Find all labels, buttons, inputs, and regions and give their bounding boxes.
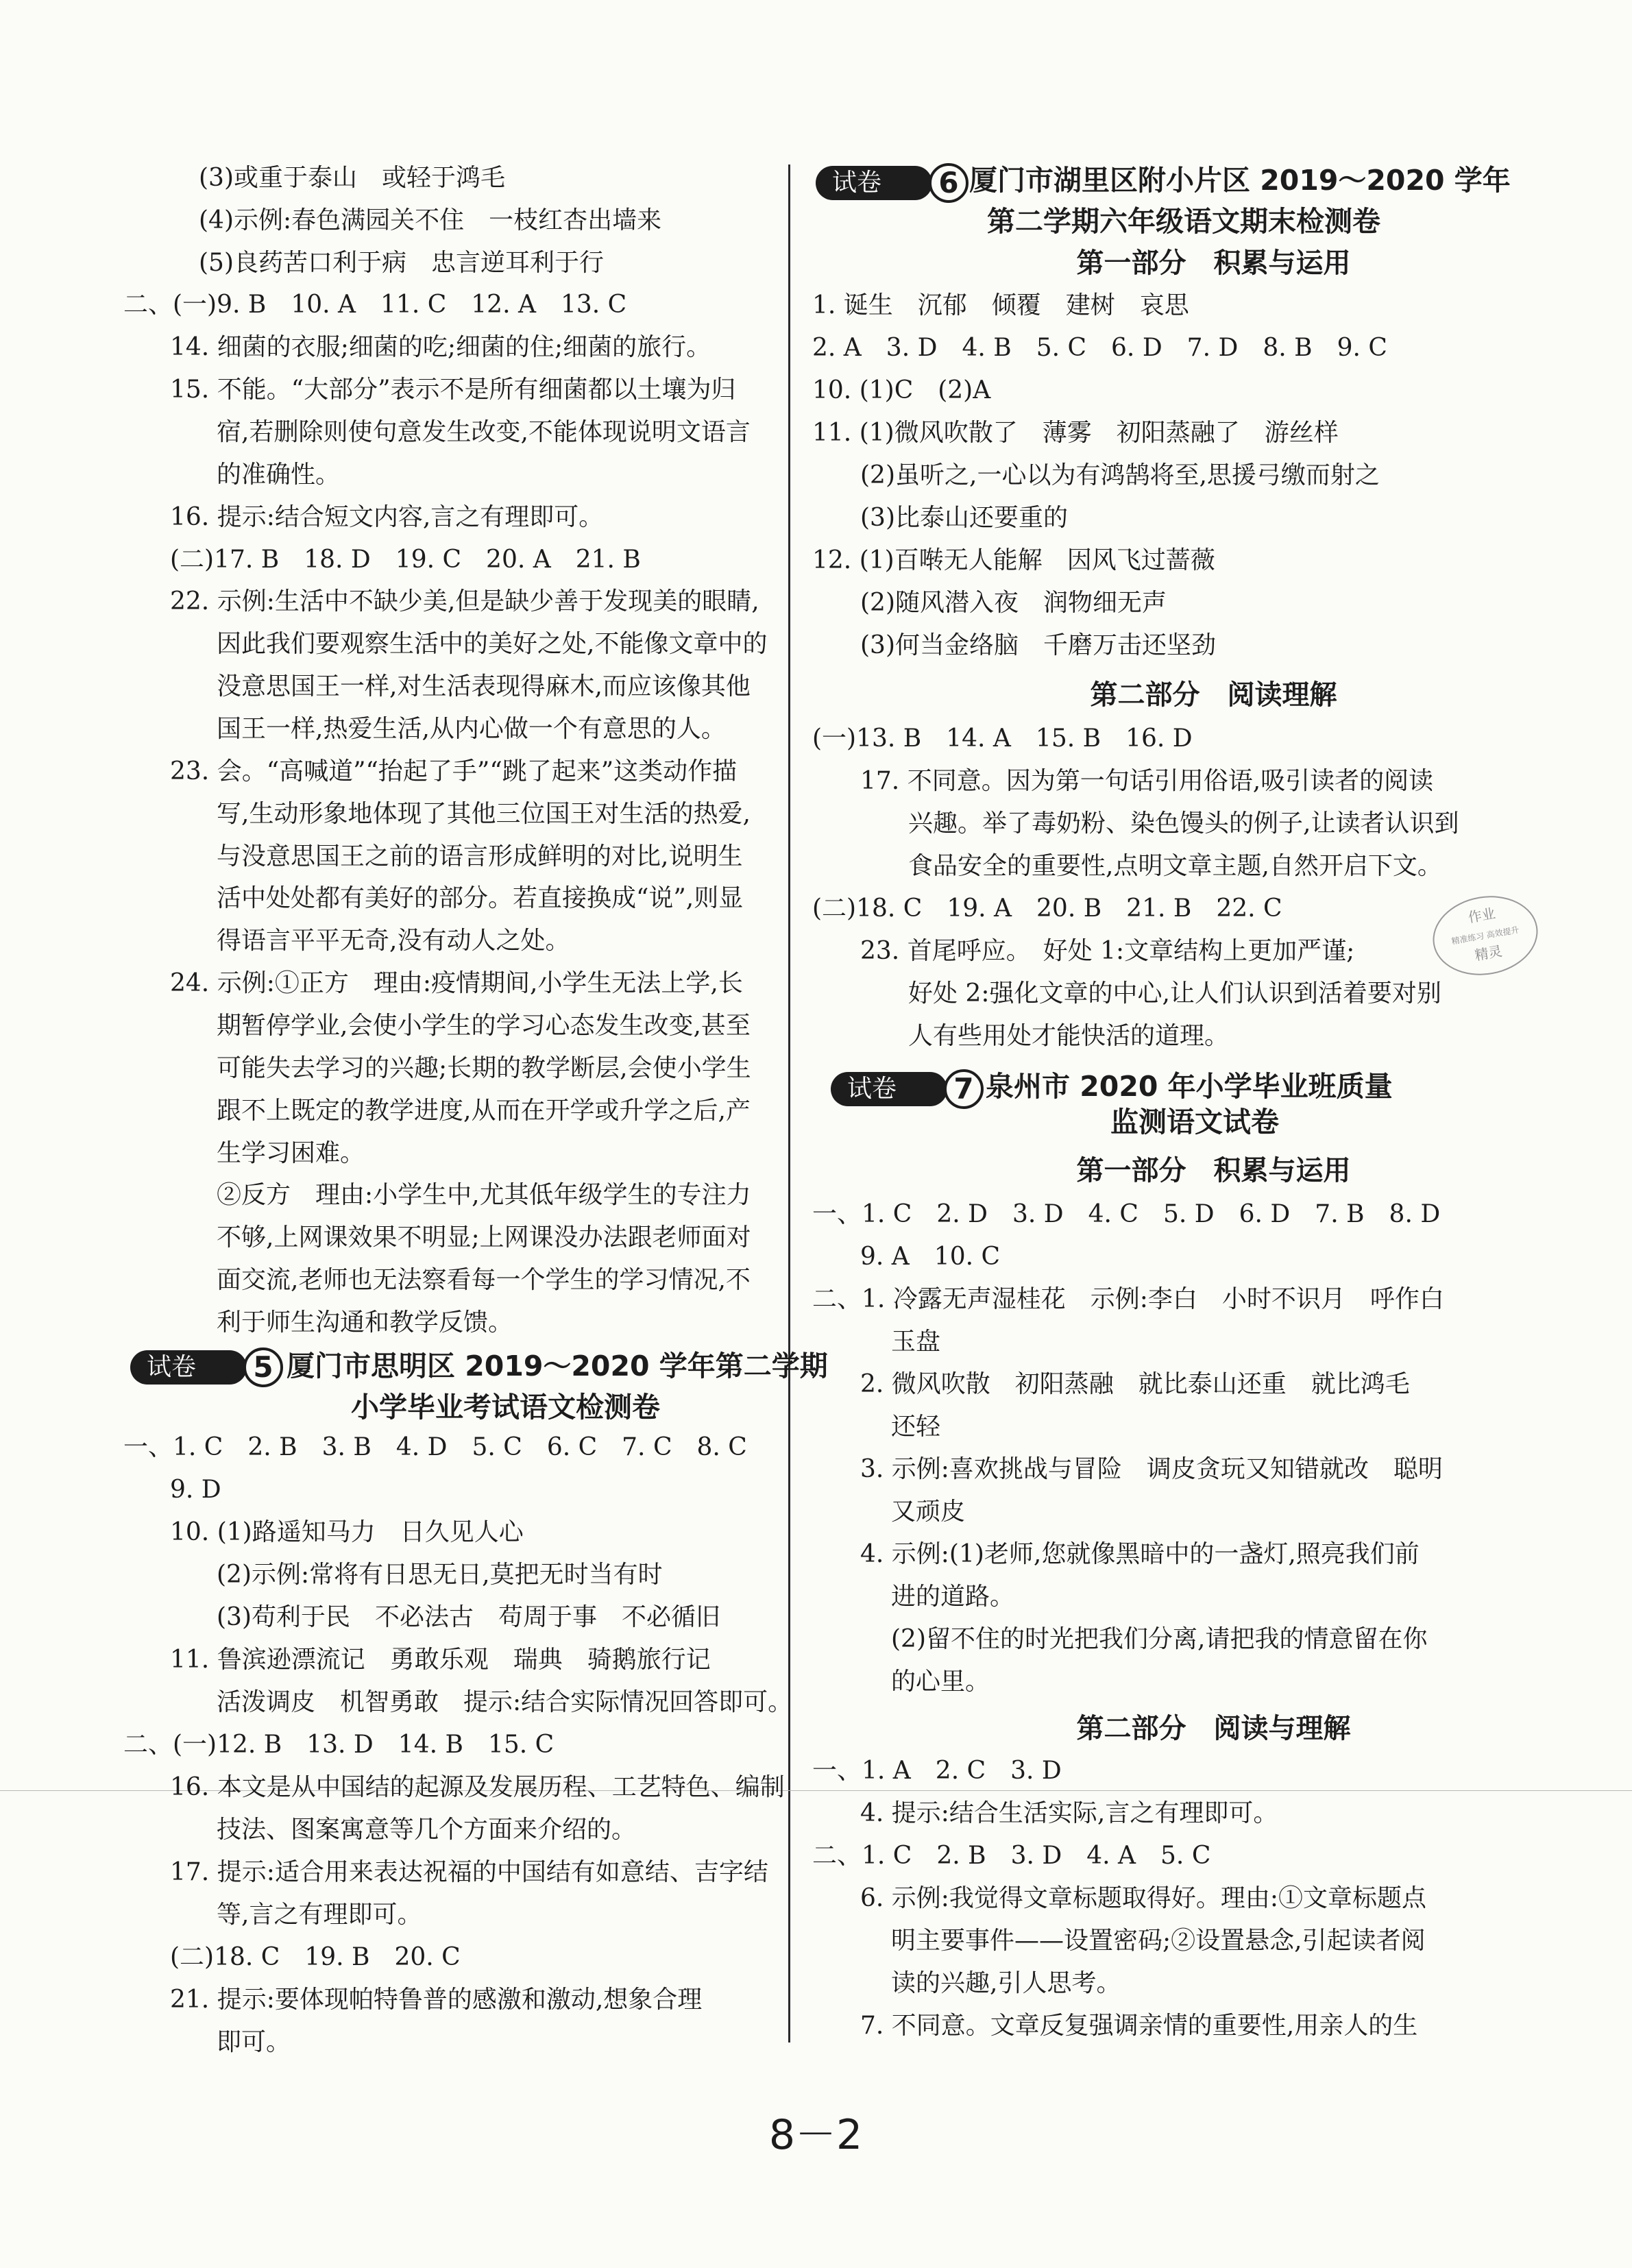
answer-line: 即可。 bbox=[217, 2028, 291, 2056]
answer-line: 9. A 10. C bbox=[860, 1243, 1001, 1271]
answer-line: 17. 不同意。因为第一句话引用俗语,吸引读者的阅读 bbox=[860, 767, 1434, 795]
page-number: 8－2 bbox=[768, 2111, 863, 2159]
answer-line: 16. 提示:结合短文内容,言之有理即可。 bbox=[170, 503, 604, 531]
paper-6-title-line1: 厦门市湖里区附小片区 2019～2020 学年 bbox=[969, 164, 1511, 197]
stamp-text-bottom: 精灵 bbox=[1473, 942, 1504, 964]
paper-number: 5 bbox=[243, 1348, 283, 1387]
column-divider bbox=[788, 164, 790, 2043]
answer-line: 23. 会。“高喊道”“抬起了手”“跳了起来”这类动作描 bbox=[170, 757, 738, 785]
paper-7-title-line2: 监测语文试卷 bbox=[1110, 1106, 1279, 1138]
answer-line: 9. D bbox=[170, 1476, 221, 1504]
answer-line: 24. 示例:①正方 理由:疫情期间,小学生无法上学,长 bbox=[170, 969, 743, 997]
answer-line: 活中处处都有美好的部分。若直接换成“说”,则显 bbox=[217, 884, 744, 912]
answer-line: 面交流,老师也无法察看每一个学生的学习情况,不 bbox=[217, 1266, 751, 1294]
section-heading: 第二部分 阅读理解 bbox=[1090, 679, 1337, 711]
paper-5-title-line2: 小学毕业考试语文检测卷 bbox=[351, 1391, 660, 1424]
paper-6-badge bbox=[816, 164, 972, 204]
answer-line: 15. 不能。“大部分”表示不是所有细菌都以土壤为归 bbox=[170, 376, 736, 404]
answer-line: (2)随风潜入夜 润物细无声 bbox=[860, 589, 1167, 617]
answer-line: 的心里。 bbox=[891, 1668, 990, 1696]
answer-line: 写,生动形象地体现了其他三位国王对生活的热爱, bbox=[217, 800, 751, 828]
answer-line: 生学习困难。 bbox=[217, 1139, 365, 1167]
answer-line: 22. 示例:生活中不缺少美,但是缺少善于发现美的眼睛, bbox=[170, 587, 759, 615]
answer-line: 技法、图案寓意等几个方面来介绍的。 bbox=[217, 1816, 637, 1844]
answer-line: (3)苟利于民 不必法古 苟周于事 不必循旧 bbox=[217, 1603, 720, 1631]
paper-7-badge bbox=[831, 1071, 987, 1110]
paper-6-title-line2: 第二学期六年级语文期末检测卷 bbox=[987, 205, 1380, 238]
answer-line: 的准确性。 bbox=[217, 461, 341, 489]
answer-line: 2. A 3. D 4. B 5. C 6. D 7. D 8. B 9. C bbox=[812, 334, 1387, 362]
stamp-text-mid: 精准练习 高效提升 bbox=[1450, 925, 1520, 947]
answer-line: 还轻 bbox=[891, 1413, 941, 1441]
answer-line: 与没意思国王之前的语言形成鲜明的对比,说明生 bbox=[217, 842, 743, 870]
answer-line: 食品安全的重要性,点明文章主题,自然开启下文。 bbox=[908, 852, 1442, 880]
answer-line: 国王一样,热爱生活,从内心做一个有意思的人。 bbox=[217, 715, 726, 743]
paper-badge-label: 试卷 bbox=[831, 1072, 947, 1106]
answer-line: 一、1. A 2. C 3. D bbox=[812, 1757, 1062, 1785]
section-heading: 第二部分 阅读与理解 bbox=[1076, 1713, 1351, 1744]
answer-line: (二)18. C 19. B 20. C bbox=[170, 1943, 461, 1971]
answer-line: (4)示例:春色满园关不住 一枝红杏出墙来 bbox=[199, 206, 662, 234]
answer-line: 10. (1)路遥知马力 日久见人心 bbox=[170, 1518, 524, 1546]
answer-line: 1. 诞生 沉郁 倾覆 建树 哀思 bbox=[812, 291, 1189, 319]
answer-line: 可能失去学习的兴趣;长期的教学断层,会使小学生 bbox=[217, 1054, 751, 1082]
answer-line: 二、(一)9. B 10. A 11. C 12. A 13. C bbox=[123, 291, 627, 319]
paper-badge-label: 试卷 bbox=[816, 166, 932, 200]
answer-line: 11. (1)微风吹散了 薄雾 初阳蒸融了 游丝样 bbox=[812, 419, 1339, 447]
answer-line: 又顽皮 bbox=[891, 1498, 966, 1526]
answer-line: 利于师生沟通和教学反馈。 bbox=[217, 1308, 513, 1337]
answer-line: 23. 首尾呼应。 好处 1:文章结构上更加严谨; bbox=[860, 937, 1355, 965]
watermark-stamp bbox=[1426, 888, 1544, 983]
answer-line: 4. 提示:结合生活实际,言之有理即可。 bbox=[860, 1799, 1278, 1827]
answer-line: (二)18. C 19. A 20. B 21. B 22. C bbox=[812, 894, 1282, 923]
answer-line: 不够,上网课效果不明显;上网课没办法跟老师面对 bbox=[217, 1223, 751, 1252]
answer-line: 10. (1)C (2)A bbox=[812, 376, 991, 404]
answer-line: 因此我们要观察生活中的美好之处,不能像文章中的 bbox=[217, 630, 768, 658]
section-heading: 第一部分 积累与运用 bbox=[1076, 247, 1351, 279]
answer-line: 21. 提示:要体现帕特鲁普的感激和激动,想象合理 bbox=[170, 1986, 703, 2014]
answer-line: 跟不上既定的教学进度,从而在开学或升学之后,产 bbox=[217, 1097, 751, 1125]
answer-line: 16. 本文是从中国结的起源及发展历程、工艺特色、编制 bbox=[170, 1773, 785, 1801]
answer-line: 读的兴趣,引人思考。 bbox=[891, 1969, 1121, 1997]
answer-line: 人有些用处才能快活的道理。 bbox=[908, 1022, 1230, 1050]
paper-7-title-line1: 泉州市 2020 年小学毕业班质量 bbox=[986, 1070, 1393, 1103]
answer-line: 兴趣。举了毒奶粉、染色馒头的例子,让读者认识到 bbox=[908, 809, 1459, 838]
answer-line: (2)示例:常将有日思无日,莫把无时当有时 bbox=[217, 1561, 663, 1589]
answer-line: 二、1. 冷露无声湿桂花 示例:李白 小时不识月 呼作白 bbox=[812, 1285, 1444, 1313]
answer-line: (2)留不住的时光把我们分离,请把我的情意留在你 bbox=[891, 1625, 1428, 1653]
answer-line: (二)17. B 18. D 19. C 20. A 21. B bbox=[170, 546, 641, 574]
answer-line: 一、1. C 2. B 3. B 4. D 5. C 6. C 7. C 8. C bbox=[123, 1433, 747, 1461]
answer-line: (3)或重于泰山 或轻于鸿毛 bbox=[199, 164, 505, 192]
paper-5-badge bbox=[130, 1349, 287, 1389]
answer-line: 二、(一)12. B 13. D 14. B 15. C bbox=[123, 1731, 555, 1759]
answer-line: (一)13. B 14. A 15. B 16. D bbox=[812, 724, 1193, 753]
answer-line: 11. 鲁滨逊漂流记 勇敢乐观 瑞典 骑鹅旅行记 bbox=[170, 1646, 711, 1674]
paper-number: 7 bbox=[944, 1069, 984, 1109]
answer-line: (3)比泰山还要重的 bbox=[860, 504, 1068, 532]
answer-line: 6. 示例:我觉得文章标题取得好。理由:①文章标题点 bbox=[860, 1884, 1427, 1912]
paper-number: 6 bbox=[929, 163, 969, 203]
stamp-text-top: 作业 bbox=[1467, 905, 1497, 926]
answer-line: 14. 细菌的衣服;细菌的吃;细菌的住;细菌的旅行。 bbox=[170, 333, 711, 361]
answer-line: 玉盘 bbox=[891, 1328, 941, 1356]
answer-line: 3. 示例:喜欢挑战与冒险 调皮贪玩又知错就改 聪明 bbox=[860, 1455, 1443, 1483]
section-heading: 第一部分 积累与运用 bbox=[1076, 1155, 1351, 1186]
answer-line: 7. 不同意。文章反复强调亲情的重要性,用亲人的生 bbox=[860, 2012, 1418, 2040]
answer-line: 一、1. C 2. D 3. D 4. C 5. D 6. D 7. B 8. D bbox=[812, 1200, 1441, 1228]
answer-line: 期暂停学业,会使小学生的学习心态发生改变,甚至 bbox=[217, 1012, 751, 1040]
answer-line: (5)良药苦口利于病 忠言逆耳利于行 bbox=[199, 249, 604, 277]
paper-5-title-line1: 厦门市思明区 2019～2020 学年第二学期 bbox=[287, 1350, 828, 1382]
answer-line: 宿,若删除则使句意发生改变,不能体现说明文语言 bbox=[217, 418, 751, 446]
answer-line: 2. 微风吹散 初阳蒸融 就比泰山还重 就比鸿毛 bbox=[860, 1370, 1410, 1398]
answer-line: 等,言之有理即可。 bbox=[217, 1901, 422, 1929]
answer-line: 好处 2:强化文章的中心,让人们认识到活着要对别 bbox=[908, 979, 1441, 1008]
answer-line: 明主要事件——设置密码;②设置悬念,引起读者阅 bbox=[891, 1927, 1426, 1955]
answer-line: 进的道路。 bbox=[891, 1583, 1015, 1611]
answer-line: 二、1. C 2. B 3. D 4. A 5. C bbox=[812, 1842, 1211, 1870]
answer-line: 17. 提示:适合用来表达祝福的中国结有如意结、吉字结 bbox=[170, 1858, 768, 1886]
answer-line: (3)何当金络脑 千磨万击还坚劲 bbox=[860, 631, 1216, 659]
answer-line: ②反方 理由:小学生中,尤其低年级学生的专注力 bbox=[217, 1181, 751, 1209]
answer-line: (2)虽听之,一心以为有鸿鹄将至,思援弓缴而射之 bbox=[860, 461, 1380, 489]
paper-badge-label: 试卷 bbox=[130, 1350, 247, 1385]
answer-line: 4. 示例:(1)老师,您就像黑暗中的一盏灯,照亮我们前 bbox=[860, 1540, 1420, 1568]
answer-line: 没意思国王一样,对生活表现得麻木,而应该像其他 bbox=[217, 672, 751, 700]
answer-line: 12. (1)百啭无人能解 因风飞过蔷薇 bbox=[812, 546, 1215, 574]
answer-line: 得语言平平无奇,没有动人之处。 bbox=[217, 927, 570, 955]
answer-line: 活泼调皮 机智勇敢 提示:结合实际情况回答即可。 bbox=[217, 1688, 793, 1716]
